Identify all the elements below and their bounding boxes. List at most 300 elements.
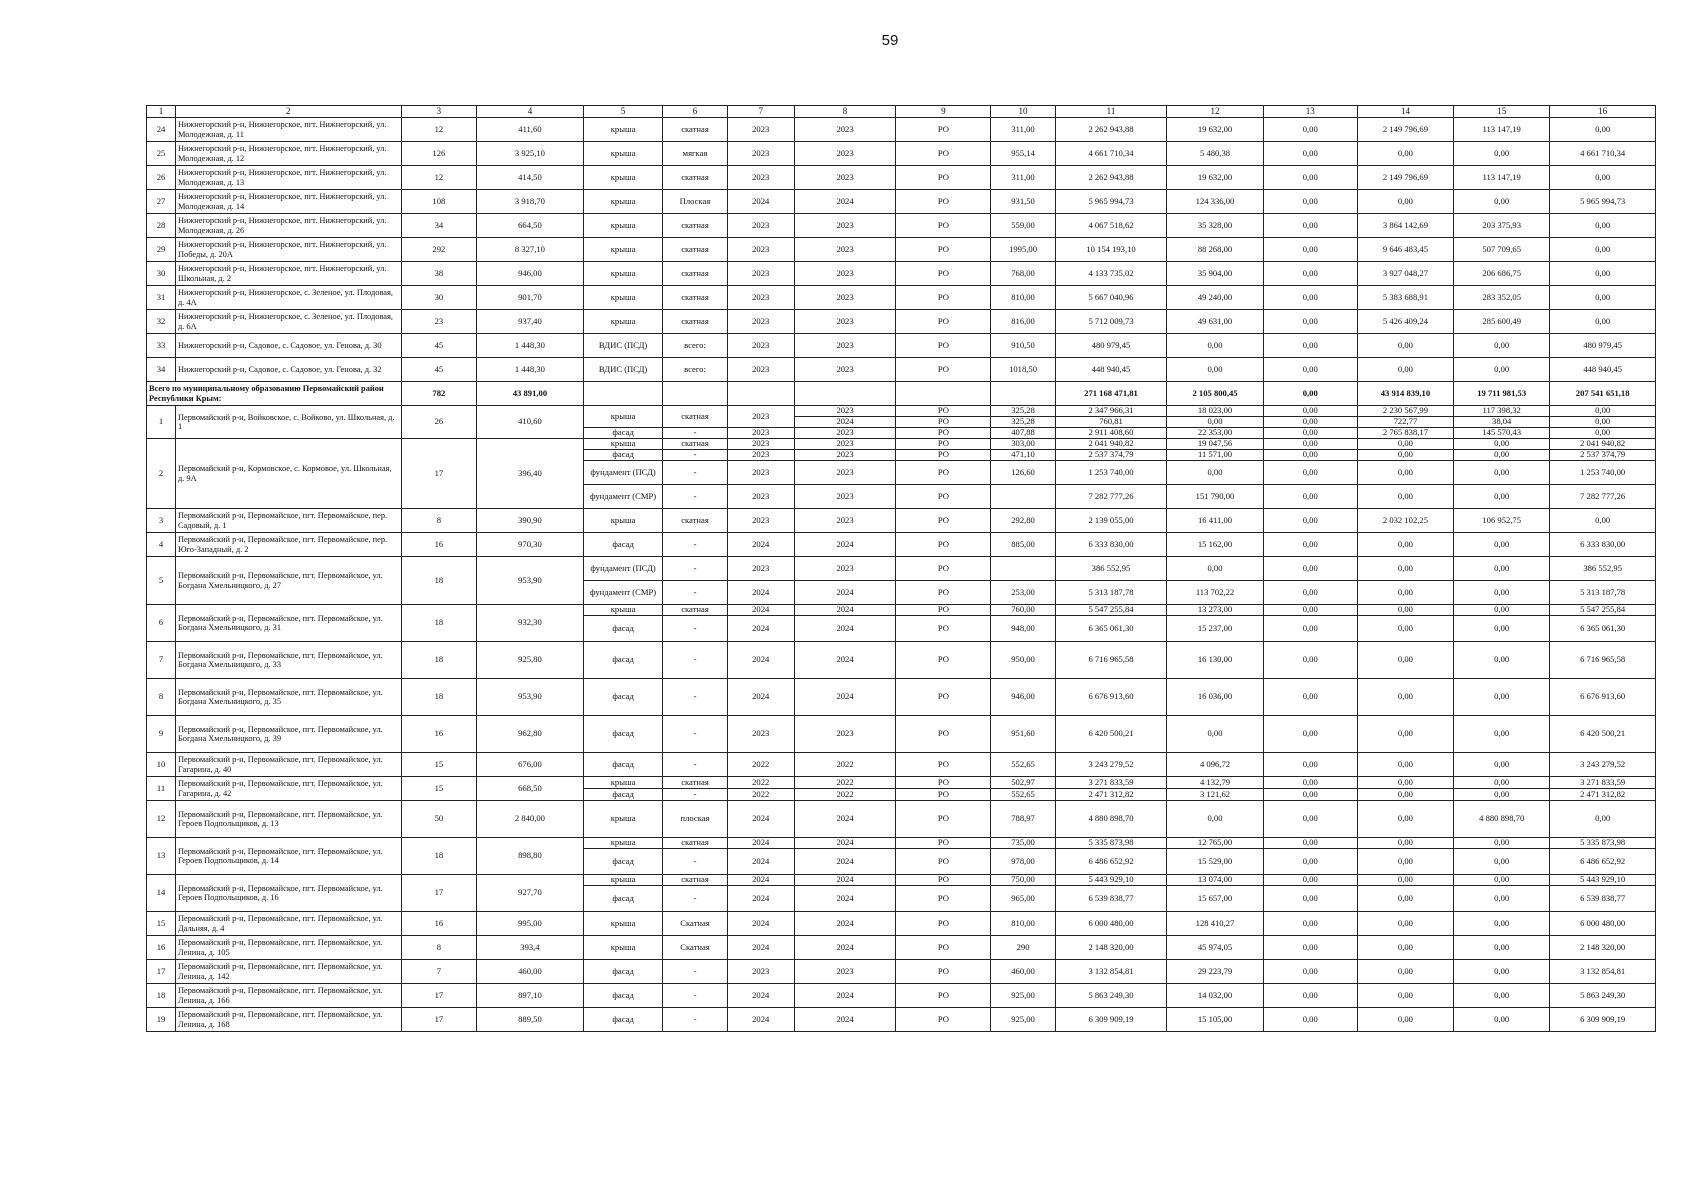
table-cell: 2 262 943,88 xyxy=(1055,118,1167,142)
table-cell: 311,00 xyxy=(991,118,1055,142)
table-cell: 8 xyxy=(147,679,176,716)
table-cell: 16 xyxy=(401,716,477,753)
table-cell: 13 074,00 xyxy=(1167,875,1263,886)
table-cell: 2023 xyxy=(727,406,794,428)
table-cell: 2023 xyxy=(727,461,794,485)
table-cell: - xyxy=(663,616,727,642)
table-cell: 4 096,72 xyxy=(1167,753,1263,777)
table-row xyxy=(147,753,1656,777)
table-cell: 2 537 374,79 xyxy=(1550,450,1656,461)
address-cell: Нижнегорский р-н, Садовое, с. Садовое, ул. Генова, д. 32 xyxy=(175,358,401,382)
table-cell: 7 xyxy=(147,642,176,679)
table-cell: 43 891,00 xyxy=(477,382,584,406)
table-cell: 2024 xyxy=(727,801,794,838)
table-cell: 2024 xyxy=(794,605,895,616)
table-cell: 29 223,79 xyxy=(1167,960,1263,984)
table-cell: 0,00 xyxy=(1454,642,1550,679)
table-header-row xyxy=(147,106,1656,118)
table-cell: 2 139 055,00 xyxy=(1055,509,1167,533)
table-cell: 0,00 xyxy=(1263,485,1357,509)
table-row xyxy=(147,557,1656,581)
table-cell: 15 162,00 xyxy=(1167,533,1263,557)
table-cell: 2024 xyxy=(794,912,895,936)
table-cell: 8 xyxy=(401,509,477,533)
table-cell: РО xyxy=(896,439,991,450)
table-cell: 16 130,00 xyxy=(1167,642,1263,679)
table-cell: 386 552,95 xyxy=(1550,557,1656,581)
table-cell: 2023 xyxy=(727,142,794,166)
table-cell: 0,00 xyxy=(1357,984,1453,1008)
table-cell: 2023 xyxy=(794,262,895,286)
table-cell: РО xyxy=(896,310,991,334)
table-cell: 788,97 xyxy=(991,801,1055,838)
table-cell: Скатная xyxy=(663,936,727,960)
table-cell: 2 471 312,82 xyxy=(1550,789,1656,801)
table-cell: - xyxy=(663,461,727,485)
table-cell: 0,00 xyxy=(1263,849,1357,875)
table-cell: скатная xyxy=(663,238,727,262)
address-cell: Первомайский р-н, Первомайское, пгт. Первомайское, пер. Юго-Западный, д. 2 xyxy=(175,533,401,557)
table-cell: 2024 xyxy=(794,838,895,849)
table-row xyxy=(147,358,1656,382)
address-cell: Первомайский р-н, Войковское, с. Войково, ул. Школьная, д. 1 xyxy=(175,406,401,439)
table-cell: 113 702,22 xyxy=(1167,581,1263,605)
table-cell: 38 xyxy=(401,262,477,286)
table-cell: 1995,00 xyxy=(991,238,1055,262)
table-cell: 5 863 249,30 xyxy=(1055,984,1167,1008)
table-cell: РО xyxy=(896,581,991,605)
table-cell: 5 547 255,84 xyxy=(1055,605,1167,616)
table-cell: 2024 xyxy=(794,616,895,642)
table-cell: 2022 xyxy=(794,777,895,789)
table-cell: РО xyxy=(896,262,991,286)
table-cell: 0,00 xyxy=(1167,334,1263,358)
table-row xyxy=(147,777,1656,789)
table-cell: скатная xyxy=(663,262,727,286)
table-cell: фасад xyxy=(583,960,663,984)
table-cell: 6 486 652,92 xyxy=(1550,849,1656,875)
table-cell: 3 243 279,52 xyxy=(1055,753,1167,777)
table-cell: 0,00 xyxy=(1454,777,1550,789)
table-cell: 0,00 xyxy=(1550,428,1656,439)
table-cell: 2022 xyxy=(727,777,794,789)
table-cell: 3 243 279,52 xyxy=(1550,753,1656,777)
table-row xyxy=(147,286,1656,310)
table-cell: 0,00 xyxy=(1357,777,1453,789)
table-cell: Скатная xyxy=(663,912,727,936)
table-cell: 2023 xyxy=(794,166,895,190)
table-cell: 303,00 xyxy=(991,439,1055,450)
table-cell: 33 xyxy=(147,334,176,358)
table-cell: 760,00 xyxy=(991,605,1055,616)
table-cell: фасад xyxy=(583,679,663,716)
table-cell: 6 716 965,58 xyxy=(1550,642,1656,679)
table-cell: 0,00 xyxy=(1357,936,1453,960)
table-cell: РО xyxy=(896,886,991,912)
table-cell: 7 282 777,26 xyxy=(1055,485,1167,509)
table-cell: 6 716 965,58 xyxy=(1055,642,1167,679)
table-cell: скатная xyxy=(663,875,727,886)
table-cell: 927,70 xyxy=(477,875,584,912)
table-cell: РО xyxy=(896,118,991,142)
table-cell: 0,00 xyxy=(1550,166,1656,190)
table-cell: 480 979,45 xyxy=(1550,334,1656,358)
table-cell: фасад xyxy=(583,1008,663,1032)
table-cell: 0,00 xyxy=(1263,166,1357,190)
table-cell: 2023 xyxy=(727,310,794,334)
column-number-11: 11 xyxy=(1055,106,1167,118)
page-number: 59 xyxy=(881,32,899,49)
table-row xyxy=(147,118,1656,142)
table-cell: РО xyxy=(896,912,991,936)
table-cell: 552,65 xyxy=(991,753,1055,777)
table-cell: 25 xyxy=(147,142,176,166)
table-cell: 10 154 193,10 xyxy=(1055,238,1167,262)
table-cell: 2 032 102,25 xyxy=(1357,509,1453,533)
address-cell: Первомайский р-н, Первомайское, пгт. Первомайское, ул. Богдана Хмельницкого, д. 31 xyxy=(175,605,401,642)
table-cell: крыша xyxy=(583,142,663,166)
table-cell: 937,40 xyxy=(477,310,584,334)
column-number-3: 3 xyxy=(401,106,477,118)
table-cell: 0,00 xyxy=(1454,450,1550,461)
table-cell: 124 336,00 xyxy=(1167,190,1263,214)
table-cell: 925,00 xyxy=(991,1008,1055,1032)
table-cell: 17 xyxy=(147,960,176,984)
table-cell: 17 xyxy=(401,875,477,912)
table-cell: скатная xyxy=(663,286,727,310)
table-cell: 448 940,45 xyxy=(1550,358,1656,382)
table-cell: 664,50 xyxy=(477,214,584,238)
table-cell: 12 xyxy=(401,118,477,142)
table-cell: 965,00 xyxy=(991,886,1055,912)
table-cell: фасад xyxy=(583,984,663,1008)
table-row xyxy=(147,310,1656,334)
address-cell: Первомайский р-н, Первомайское, пгт. Первомайское, ул. Богдана Хмельницкого, д. 35 xyxy=(175,679,401,716)
table-cell: 2023 xyxy=(794,485,895,509)
table-cell: 0,00 xyxy=(1357,789,1453,801)
table-cell: 5 313 187,78 xyxy=(1055,581,1167,605)
table-cell: 7 282 777,26 xyxy=(1550,485,1656,509)
table-cell: 0,00 xyxy=(1357,886,1453,912)
table-cell: - xyxy=(663,886,727,912)
table-cell: 950,00 xyxy=(991,642,1055,679)
table-cell: РО xyxy=(896,777,991,789)
table-cell: крыша xyxy=(583,509,663,533)
table-cell xyxy=(991,557,1055,581)
table-cell: 2 148 320,00 xyxy=(1055,936,1167,960)
table-cell: 0,00 xyxy=(1263,716,1357,753)
table-cell: 0,00 xyxy=(1263,616,1357,642)
table-cell: 460,00 xyxy=(477,960,584,984)
table-cell: 951,60 xyxy=(991,716,1055,753)
table-cell: 0,00 xyxy=(1263,334,1357,358)
table-cell: 0,00 xyxy=(1167,557,1263,581)
table-cell: 2 471 312,82 xyxy=(1055,789,1167,801)
table-cell: 0,00 xyxy=(1454,936,1550,960)
table-cell: плоская xyxy=(663,801,727,838)
table-cell: 953,90 xyxy=(477,679,584,716)
table-cell: 0,00 xyxy=(1263,382,1357,406)
table-cell: 43 914 839,10 xyxy=(1357,382,1453,406)
table-cell: 2023 xyxy=(794,286,895,310)
table-cell: 393,4 xyxy=(477,936,584,960)
table-cell: 810,00 xyxy=(991,912,1055,936)
table-cell: 203 375,93 xyxy=(1454,214,1550,238)
table-cell: 271 168 471,81 xyxy=(1055,382,1167,406)
table-cell: 0,00 xyxy=(1263,838,1357,849)
table-cell: 2023 xyxy=(794,214,895,238)
table-cell: 34 xyxy=(401,214,477,238)
table-cell: 2023 xyxy=(794,439,895,450)
table-cell: 955,14 xyxy=(991,142,1055,166)
table-cell: 6 365 061,30 xyxy=(1550,616,1656,642)
address-cell: Нижнегорский р-н, Нижнегорское, пгт. Нижнегорский, ул. Победы, д. 20А xyxy=(175,238,401,262)
table-cell: 113 147,19 xyxy=(1454,118,1550,142)
table-cell xyxy=(991,485,1055,509)
table-cell: крыша xyxy=(583,214,663,238)
address-cell: Первомайский р-н, Первомайское, пгт. Первомайское, ул. Ленина, д. 142 xyxy=(175,960,401,984)
table-cell: 3 132 854,81 xyxy=(1550,960,1656,984)
table-cell: крыша xyxy=(583,801,663,838)
table-cell: 2023 xyxy=(727,214,794,238)
table-cell: 2 148 320,00 xyxy=(1550,936,1656,960)
table-cell: - xyxy=(663,485,727,509)
table-cell: фасад xyxy=(583,450,663,461)
table-cell: 6 333 830,00 xyxy=(1055,533,1167,557)
table-cell: 0,00 xyxy=(1454,485,1550,509)
table-cell: 0,00 xyxy=(1357,616,1453,642)
table-cell: РО xyxy=(896,984,991,1008)
table-cell: скатная xyxy=(663,605,727,616)
table-cell: 26 xyxy=(401,406,477,439)
table-cell: 16 036,00 xyxy=(1167,679,1263,716)
table-cell: 2023 xyxy=(794,358,895,382)
table-cell: 12 765,00 xyxy=(1167,838,1263,849)
table-cell: 2024 xyxy=(794,886,895,912)
table-cell: 2 537 374,79 xyxy=(1055,450,1167,461)
table-cell: 2 262 943,88 xyxy=(1055,166,1167,190)
table-cell: 4 xyxy=(147,533,176,557)
table-cell: скатная xyxy=(663,509,727,533)
table-cell: фасад xyxy=(583,642,663,679)
table-cell: крыша xyxy=(583,190,663,214)
table-row xyxy=(147,238,1656,262)
table-cell: 6 420 500,21 xyxy=(1550,716,1656,753)
table-cell: 17 xyxy=(401,1008,477,1032)
table-cell: 4 132,79 xyxy=(1167,777,1263,789)
table-cell: 2023 xyxy=(727,118,794,142)
table-cell: 49 631,00 xyxy=(1167,310,1263,334)
table-cell: 0,00 xyxy=(1263,642,1357,679)
table-cell: 0,00 xyxy=(1357,581,1453,605)
table-cell: 897,10 xyxy=(477,984,584,1008)
table-cell: 722,77 xyxy=(1357,417,1453,428)
table-cell: 2024 xyxy=(727,642,794,679)
table-cell: 4 067 518,62 xyxy=(1055,214,1167,238)
table-cell: 2023 xyxy=(727,960,794,984)
table-cell: 2023 xyxy=(727,238,794,262)
table-cell: 2024 xyxy=(794,875,895,886)
table-cell: 7 xyxy=(401,960,477,984)
table-cell: 0,00 xyxy=(1357,461,1453,485)
table-cell: 31 xyxy=(147,286,176,310)
address-cell: Первомайский р-н, Первомайское, пгт. Первомайское, ул. Гагарина, д. 40 xyxy=(175,753,401,777)
table-cell: 2023 xyxy=(727,439,794,450)
table-cell: - xyxy=(663,716,727,753)
table-cell: 2023 xyxy=(794,509,895,533)
table-row xyxy=(147,642,1656,679)
table-cell: 2024 xyxy=(794,417,895,428)
table-row xyxy=(147,912,1656,936)
table-cell: 28 xyxy=(147,214,176,238)
table-row xyxy=(147,801,1656,838)
table-cell: 2024 xyxy=(727,1008,794,1032)
table-cell: 925,80 xyxy=(477,642,584,679)
table-cell: 0,00 xyxy=(1357,679,1453,716)
table-cell: 768,00 xyxy=(991,262,1055,286)
table-cell: 2024 xyxy=(794,849,895,875)
table-cell: 2023 xyxy=(727,428,794,439)
table-cell: 6 676 913,60 xyxy=(1550,679,1656,716)
table-cell: 414,50 xyxy=(477,166,584,190)
address-cell: Первомайский р-н, Первомайское, пгт. Первомайское, ул. Героев Подпольщиков, д. 16 xyxy=(175,875,401,912)
table-cell: фасад xyxy=(583,753,663,777)
table-cell: крыша xyxy=(583,936,663,960)
table-cell: всего: xyxy=(663,358,727,382)
table-cell: 0,00 xyxy=(1454,334,1550,358)
table-cell: 5 313 187,78 xyxy=(1550,581,1656,605)
table-cell: 2023 xyxy=(794,428,895,439)
address-cell: Нижнегорский р-н, Садовое, с. Садовое, ул. Генова, д. 30 xyxy=(175,334,401,358)
table-cell: 1 448,30 xyxy=(477,358,584,382)
table-cell: фасад xyxy=(583,886,663,912)
table-cell: 2023 xyxy=(794,716,895,753)
table-cell: 0,00 xyxy=(1454,960,1550,984)
table-cell: 962,80 xyxy=(477,716,584,753)
table-cell: РО xyxy=(896,428,991,439)
table-cell: крыша xyxy=(583,166,663,190)
table-cell: - xyxy=(663,849,727,875)
table-cell: 0,00 xyxy=(1454,533,1550,557)
table-cell: 2024 xyxy=(794,581,895,605)
table-cell: - xyxy=(663,557,727,581)
table-cell: 145 570,43 xyxy=(1454,428,1550,439)
table-cell: 386 552,95 xyxy=(1055,557,1167,581)
table-cell: 0,00 xyxy=(1454,716,1550,753)
table-row xyxy=(147,984,1656,1008)
table-cell: 6 539 838,77 xyxy=(1055,886,1167,912)
table-cell: фундамент (ПСД) xyxy=(583,557,663,581)
table-cell: 9 xyxy=(147,716,176,753)
address-cell: Первомайский р-н, Первомайское, пгт. Первомайское, ул. Богдана Хмельницкого, д. 33 xyxy=(175,642,401,679)
table-cell: крыша xyxy=(583,262,663,286)
table-cell: 3 121,62 xyxy=(1167,789,1263,801)
table-cell: 2023 xyxy=(794,310,895,334)
table-cell: 0,00 xyxy=(1263,428,1357,439)
table-cell: РО xyxy=(896,286,991,310)
table-cell: 668,50 xyxy=(477,777,584,801)
table-cell: 810,00 xyxy=(991,286,1055,310)
table-cell: 2023 xyxy=(794,118,895,142)
table-cell: 6 676 913,60 xyxy=(1055,679,1167,716)
table-cell: 15 529,00 xyxy=(1167,849,1263,875)
table-cell: 2 041 940,82 xyxy=(1550,439,1656,450)
table-cell: РО xyxy=(896,142,991,166)
table-cell: - xyxy=(663,428,727,439)
table-cell: 2024 xyxy=(794,984,895,1008)
address-cell: Первомайский р-н, Первомайское, пгт. Первомайское, ул. Героев Подпольщиков, д. 13 xyxy=(175,801,401,838)
table-cell: скатная xyxy=(663,166,727,190)
table-cell: РО xyxy=(896,616,991,642)
table-row xyxy=(147,875,1656,886)
table-cell: - xyxy=(663,450,727,461)
table-cell: 0,00 xyxy=(1263,984,1357,1008)
table-cell: 292,80 xyxy=(991,509,1055,533)
table-cell: 1 253 740,00 xyxy=(1055,461,1167,485)
table-row xyxy=(147,716,1656,753)
table-cell: 0,00 xyxy=(1454,679,1550,716)
table-cell: РО xyxy=(896,450,991,461)
table-cell: 0,00 xyxy=(1454,616,1550,642)
address-cell: Нижнегорский р-н, Нижнегорское, с. Зеленое, ул. Плодовая, д. 6А xyxy=(175,310,401,334)
table-cell: 19 xyxy=(147,1008,176,1032)
table-cell: 5 383 688,91 xyxy=(1357,286,1453,310)
column-number-5: 5 xyxy=(583,106,663,118)
table-cell: 0,00 xyxy=(1550,286,1656,310)
table-cell: 0,00 xyxy=(1550,509,1656,533)
address-cell: Нижнегорский р-н, Нижнегорское, пгт. Нижнегорский, ул. Школьная, д. 2 xyxy=(175,262,401,286)
column-number-6: 6 xyxy=(663,106,727,118)
table-cell: 0,00 xyxy=(1550,801,1656,838)
table-cell: 2024 xyxy=(727,849,794,875)
table-cell: 0,00 xyxy=(1263,286,1357,310)
table-cell: 2024 xyxy=(727,936,794,960)
table-cell: 0,00 xyxy=(1263,190,1357,214)
table-cell: 760,81 xyxy=(1055,417,1167,428)
table-cell: скатная xyxy=(663,214,727,238)
table-cell: 12 xyxy=(147,801,176,838)
table-cell: 0,00 xyxy=(1263,753,1357,777)
table-cell: 2023 xyxy=(727,358,794,382)
address-cell: Первомайский р-н, Первомайское, пгт. Первомайское, ул. Богдана Хмельницкого, д. 39 xyxy=(175,716,401,753)
table-cell: 0,00 xyxy=(1357,642,1453,679)
table-cell: 3 271 833,59 xyxy=(1055,777,1167,789)
table-cell: скатная xyxy=(663,118,727,142)
table-cell: 480 979,45 xyxy=(1055,334,1167,358)
table-cell: 676,00 xyxy=(477,753,584,777)
table-cell: 2022 xyxy=(794,753,895,777)
table-cell: 206 686,75 xyxy=(1454,262,1550,286)
table-cell: 5 863 249,30 xyxy=(1550,984,1656,1008)
table-cell: 2023 xyxy=(727,485,794,509)
total-row xyxy=(147,382,1656,406)
table-cell: 2 840,00 xyxy=(477,801,584,838)
table-row xyxy=(147,439,1656,450)
table-cell: 5 965 994,73 xyxy=(1550,190,1656,214)
table-cell: 2023 xyxy=(794,461,895,485)
table-cell: 88 268,00 xyxy=(1167,238,1263,262)
table-cell: 889,50 xyxy=(477,1008,584,1032)
table-row xyxy=(147,142,1656,166)
table-cell: крыша xyxy=(583,875,663,886)
table-cell: 5 xyxy=(147,557,176,605)
table-cell: 2022 xyxy=(727,789,794,801)
table-cell: 17 xyxy=(401,439,477,509)
table-cell: 5 335 873,98 xyxy=(1055,838,1167,849)
table-cell: 502,97 xyxy=(991,777,1055,789)
table-cell: 0,00 xyxy=(1550,417,1656,428)
table-cell: 283 352,05 xyxy=(1454,286,1550,310)
